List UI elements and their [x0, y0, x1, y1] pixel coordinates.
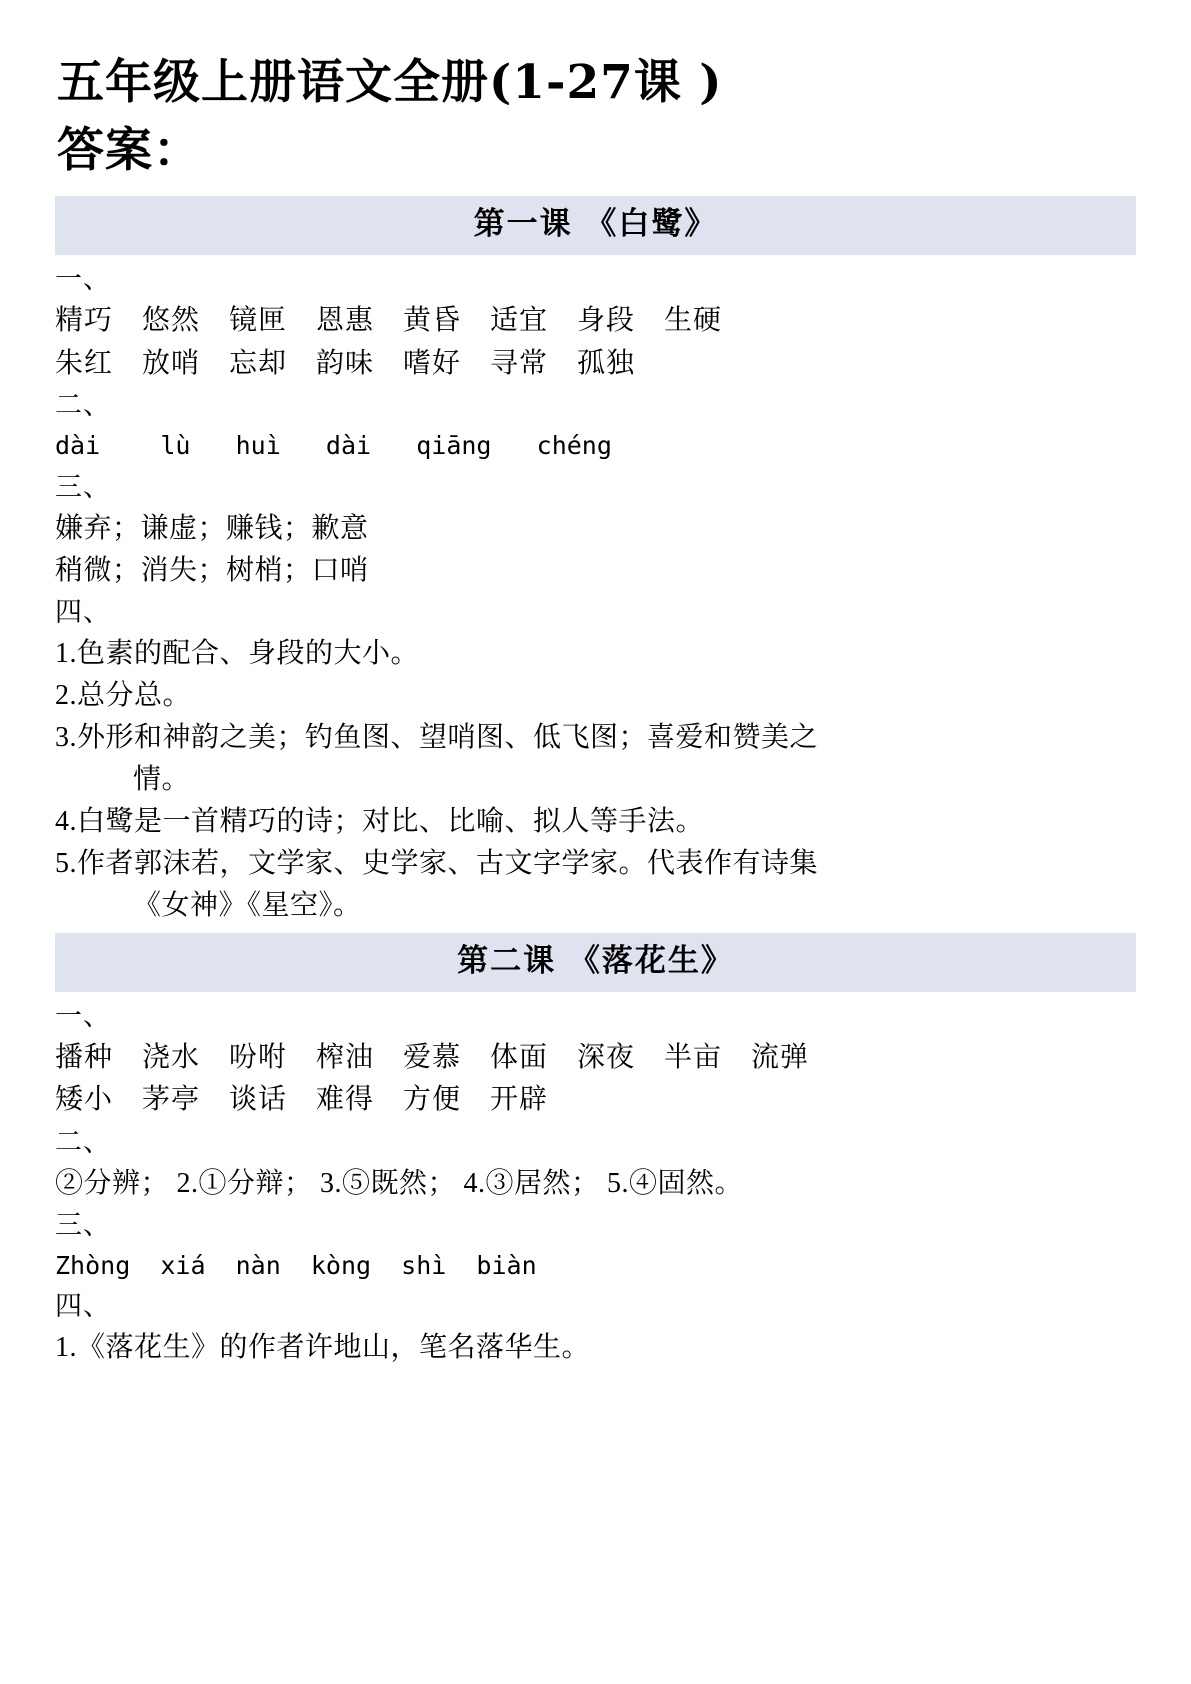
pinyin-line: dài lù huì dài qiāng chéng — [55, 431, 612, 461]
lesson-section — [55, 933, 1136, 1370]
page-title: 五年级上册语文全册(1-27课 ) — [57, 55, 723, 110]
answer-line: ②分辨； 2.①分辩； 3.⑤既然； 4.③居然； 5.④固然。 — [55, 1167, 744, 1199]
word-list-line: 矮小 茅亭 谈话 难得 方便 开辟 — [55, 1084, 549, 1116]
answer-line: 5.作者郭沫若，文学家、史学家、古文字学家。代表作有诗集 — [55, 847, 819, 879]
answer-continuation-line: 《女神》《星空》。 — [133, 889, 362, 921]
answer-group-label: 三、 — [55, 1209, 111, 1240]
answer-group-label: 二、 — [55, 390, 111, 421]
answer-line: 1.《落花生》的作者许地山，笔名落华生。 — [55, 1332, 591, 1364]
answer-group-label: 三、 — [55, 471, 111, 502]
lesson-header: 第一课 《白鹭》 — [55, 196, 1136, 255]
answer-line: 稍微；消失；树梢；口哨 — [55, 554, 369, 586]
answer-continuation-line: 情。 — [133, 763, 191, 795]
answer-group-label: 四、 — [55, 1291, 111, 1322]
lesson-section — [55, 196, 1136, 927]
word-list-line: 播种 浇水 吩咐 榨油 爱慕 体面 深夜 半亩 流弹 — [55, 1041, 810, 1073]
lesson-header: 第二课 《落花生》 — [55, 933, 1136, 992]
answer-group-label: 二、 — [55, 1126, 111, 1157]
answer-line: 2.总分总。 — [55, 679, 192, 711]
answer-line: 3.外形和神韵之美；钓鱼图、望哨图、低飞图；喜爱和赞美之 — [55, 721, 819, 753]
pinyin-line: Zhòng xiá nàn kòng shì biàn — [55, 1250, 537, 1280]
word-list-line: 精巧 悠然 镜匣 恩惠 黄昏 适宜 身段 生硬 — [55, 305, 723, 337]
word-list-line: 朱红 放哨 忘却 韵味 嗜好 寻常 孤独 — [55, 347, 636, 379]
answer-group-label: 四、 — [55, 596, 111, 627]
answer-group-label: 一、 — [55, 264, 111, 295]
answer-line: 1.色素的配合、身段的大小。 — [55, 637, 420, 669]
answer-line: 4.白鹭是一首精巧的诗；对比、比喻、拟人等手法。 — [55, 805, 705, 837]
lessons-container — [55, 196, 1136, 1369]
answer-group-label: 一、 — [55, 1000, 111, 1031]
page-subtitle: 答案： — [57, 122, 201, 178]
answer-line: 嫌弃；谦虚；赚钱；歉意 — [55, 512, 369, 544]
